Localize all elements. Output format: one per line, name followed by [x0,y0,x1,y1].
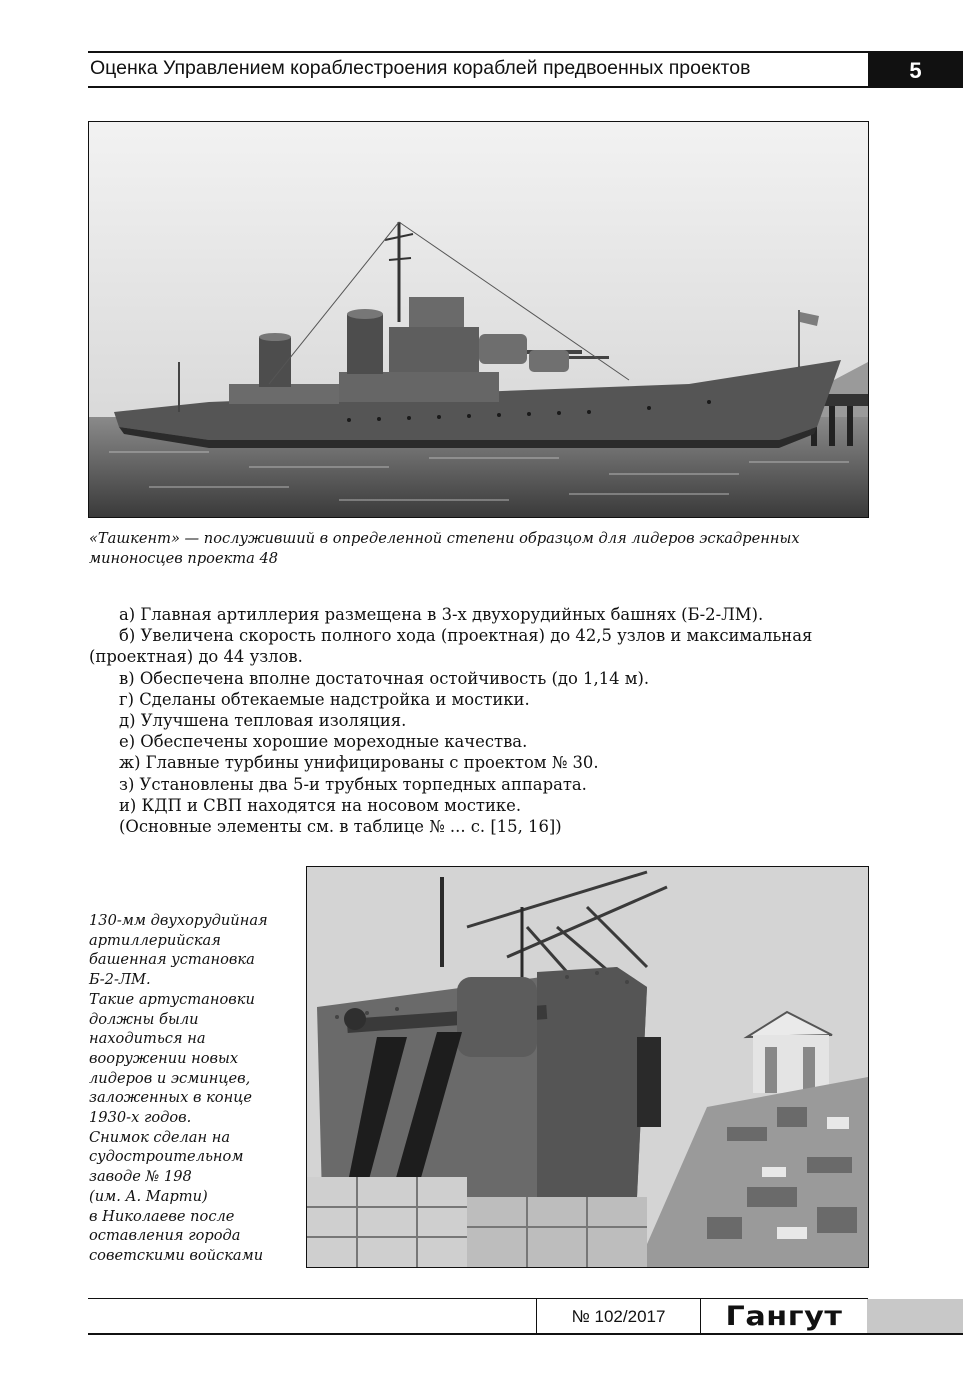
running-header-title: Оценка Управлением кораблестроения кораблей предвоенных проектов [90,57,751,79]
caption-line: (им. А. Марти) [89,1187,208,1205]
footer-rule-bottom [88,1333,963,1335]
photo1-caption: «Ташкент» — послуживший в определенной степени образцом для лидеров эскадренных миноносцев проекта 48 [89,530,800,567]
turret-photo-b2lm [306,866,869,1268]
caption-line: советскими войсками [89,1246,264,1264]
caption-line: вооружении новых [89,1049,239,1067]
caption-line: находиться на [89,1030,206,1048]
caption-line: судостроительном [89,1148,244,1166]
list-item: г) Сделаны обтекаемые надстройка и мостики. [119,689,530,709]
reference-note: (Основные элементы см. в таблице № ... с. [15, 16]) [119,817,562,837]
caption-line: заложенных в конце [89,1089,253,1107]
header-rule-top [88,51,963,53]
list-item: е) Обеспечены хорошие мореходные качества. [119,732,528,752]
caption-line: должны были [89,1010,199,1028]
photo2-caption [89,911,289,1266]
caption-line: оставления города [89,1227,241,1245]
list-item: б) Увеличена скорость полного хода (проектная) до 42,5 узлов и максимальная (проектная) до 44 узлов. [89,626,813,667]
body-text [89,604,869,837]
caption-line: 1930-х годов. [89,1109,192,1127]
list-item: д) Улучшена тепловая изоляция. [119,711,407,731]
footer-grey-block [867,1299,963,1333]
list-item: и) КДП и СВП находятся на носовом мостике. [119,795,522,815]
magazine-logo: Гангут [725,1300,843,1332]
caption-line: Такие артустановки [89,990,255,1008]
list-item: в) Обеспечена вполне достаточная остойчивость (до 1,14 м). [119,668,650,688]
list-item: з) Установлены два 5-и трубных торпедных аппарата. [119,774,587,794]
caption-line: лидеров и эсминцев, [89,1069,251,1087]
caption-line: артиллерийская [89,931,221,949]
caption-line: башенная установка [89,951,255,969]
header-rule-bottom [88,86,868,88]
caption-line: в Николаеве после [89,1207,235,1225]
caption-line: заводе № 198 [89,1168,192,1186]
ship-photo-tashkent [88,121,869,518]
list-item: а) Главная артиллерия размещена в 3-х двухорудийных башнях (Б-2-ЛМ). [119,605,764,624]
list-item: ж) Главные турбины унифицированы с проектом № 30. [119,753,599,773]
caption-line: 130-мм двухорудийная [89,912,268,929]
issue-number: № 102/2017 [571,1307,666,1326]
page-number: 5 [868,53,963,88]
caption-line: Б-2-ЛМ. [89,971,151,989]
caption-line: Снимок сделан на [89,1128,231,1146]
